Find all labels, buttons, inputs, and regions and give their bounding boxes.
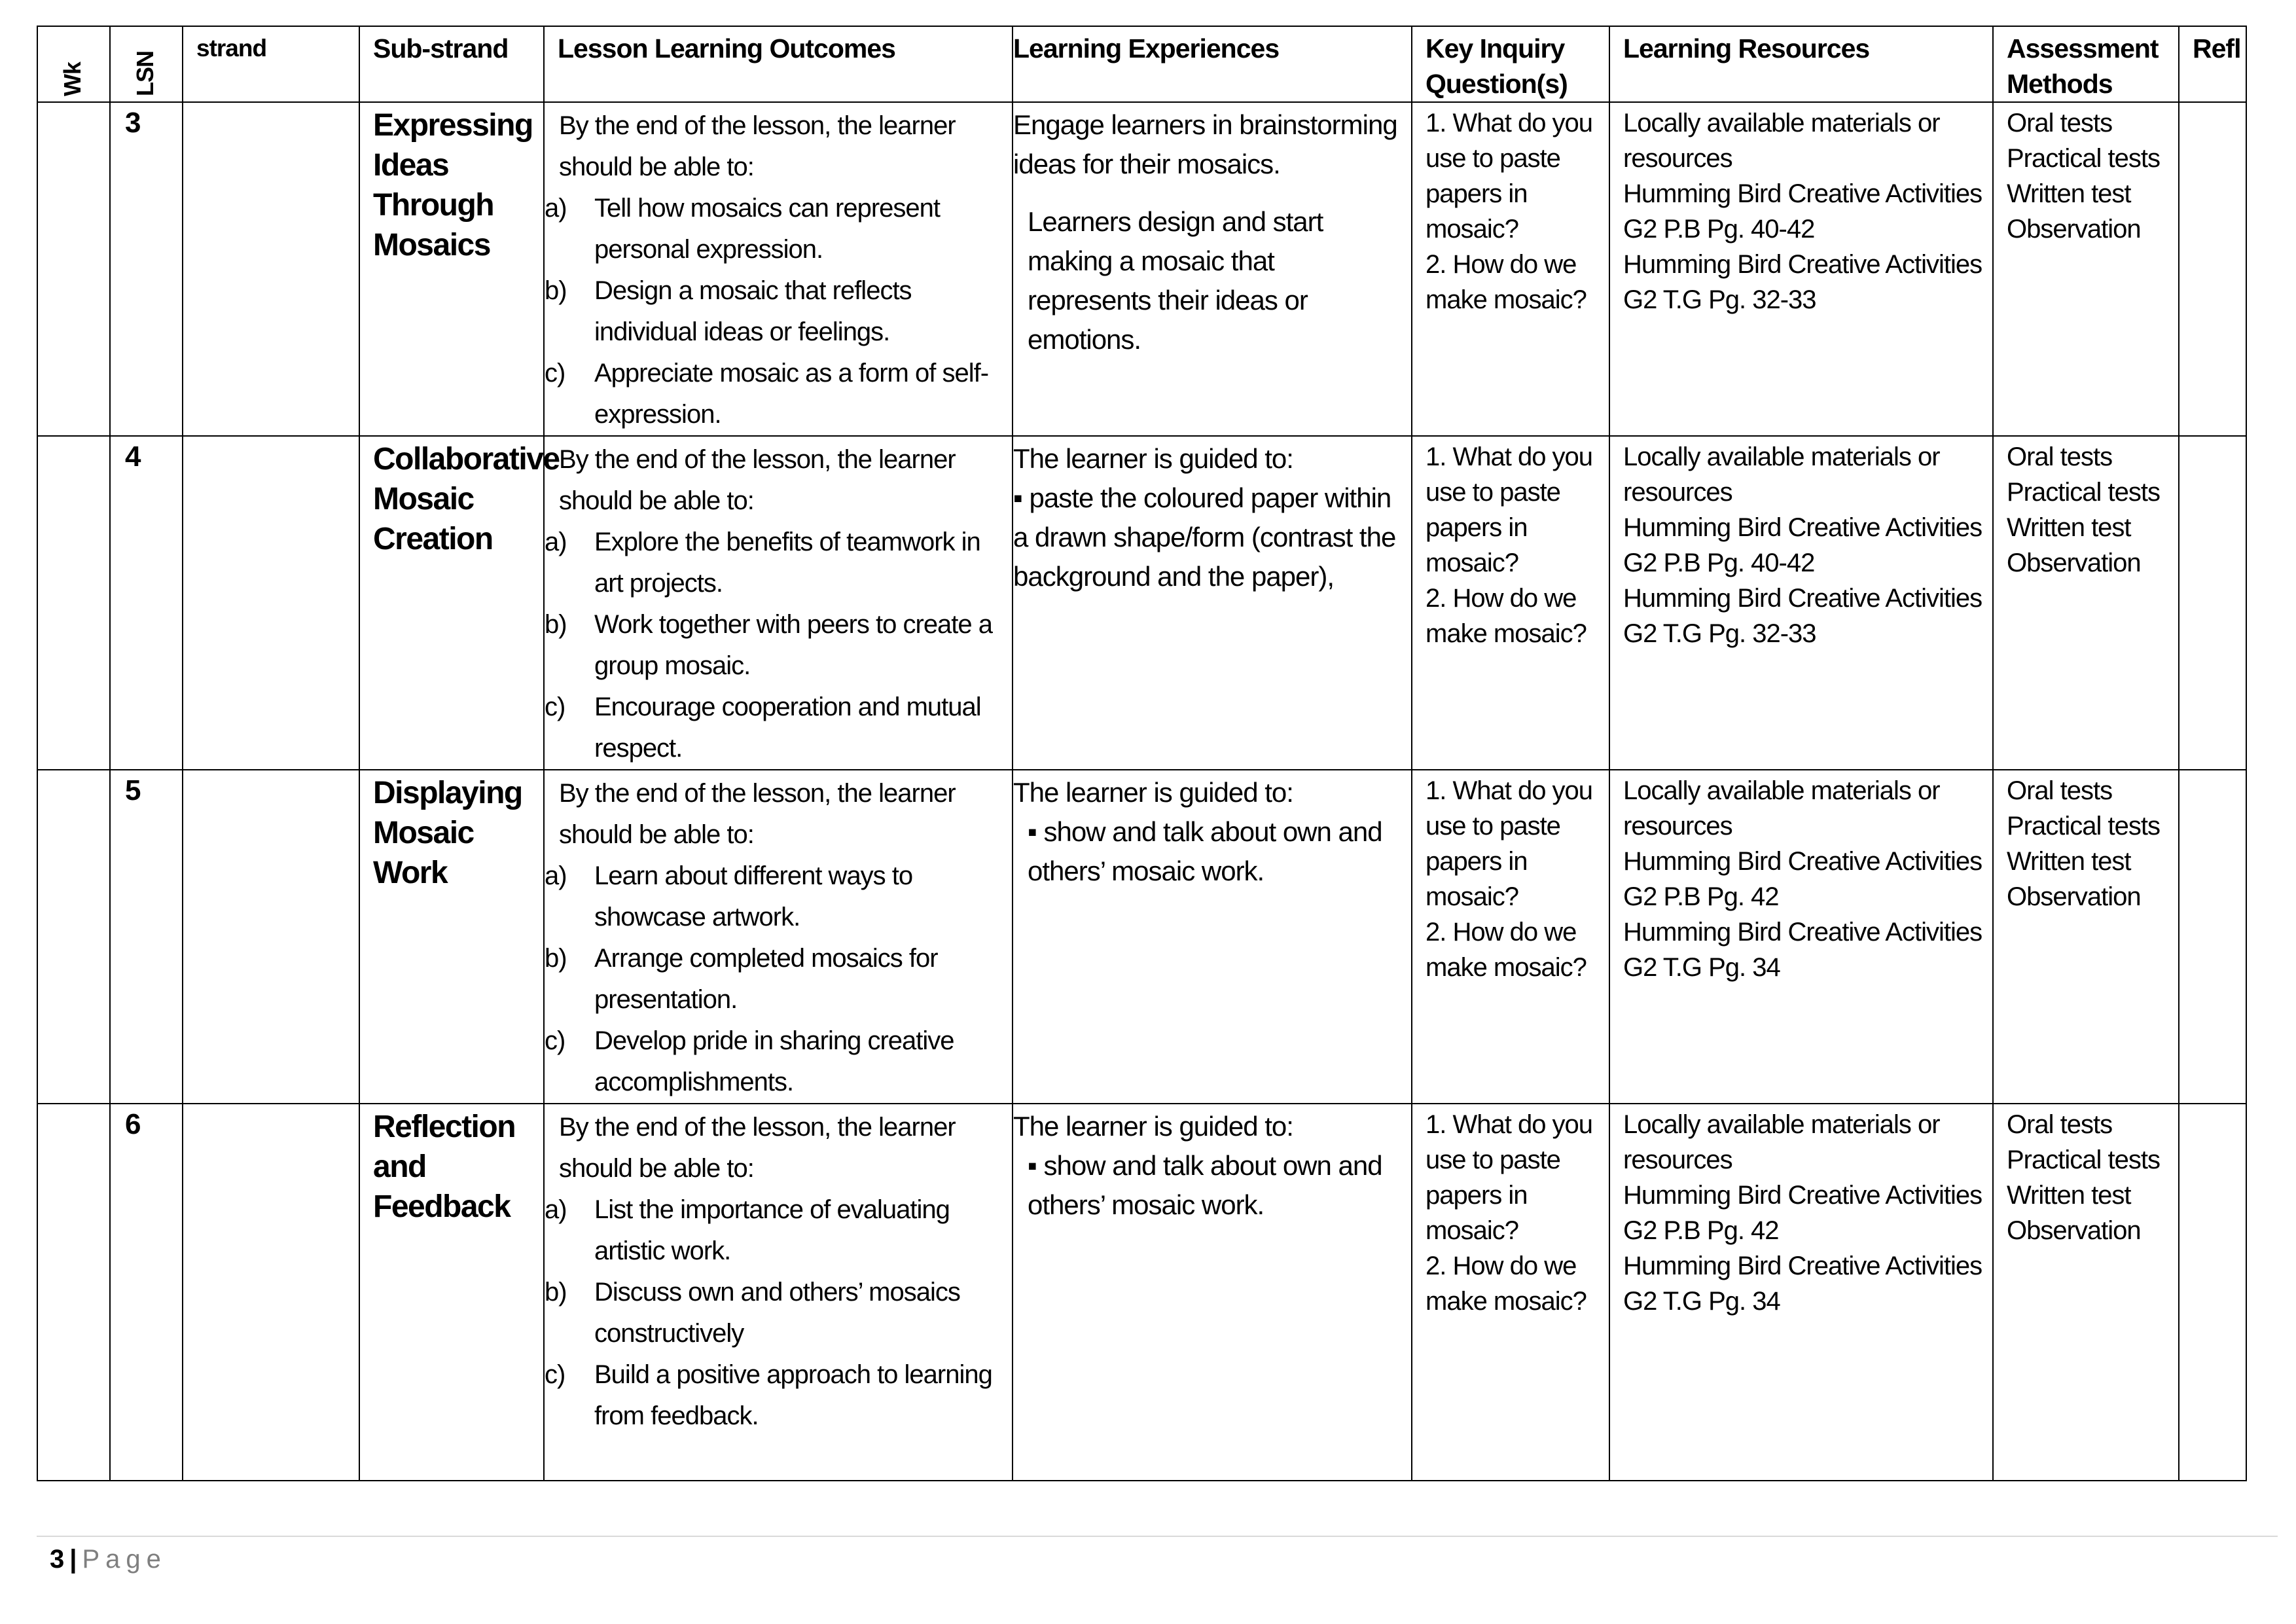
- list-item: [545, 604, 1012, 687]
- outcome-letter: c): [545, 693, 565, 721]
- assessment-item: Oral tests: [2007, 109, 2113, 137]
- lesson-number: 4: [125, 441, 141, 473]
- assessment-item: Practical tests: [2007, 478, 2160, 507]
- outcome-letter: c): [545, 359, 565, 388]
- outcome-letter: a): [545, 1195, 567, 1224]
- cell-lsn: [110, 770, 183, 1104]
- page-label: Page: [82, 1545, 167, 1574]
- header-outcomes-label: Lesson Learning Outcomes: [558, 33, 895, 63]
- assessment-item: Practical tests: [2007, 812, 2160, 840]
- lesson-number: 5: [125, 774, 141, 806]
- sub-strand-title: Displaying Mosaic Work: [373, 776, 522, 890]
- header-strand: [183, 26, 359, 102]
- cell-sub-strand: [359, 770, 544, 1104]
- cell-strand: [183, 102, 359, 436]
- cell-wk: [37, 436, 110, 770]
- resource-item: Humming Bird Creative Activities G2 P.B Pg. 42: [1623, 1181, 1982, 1245]
- assessment-item: Oral tests: [2007, 442, 2113, 471]
- header-outcomes: [544, 26, 1013, 102]
- cell-resources: [1609, 1104, 1993, 1481]
- cell-experiences: [1013, 770, 1412, 1104]
- resource-item: Humming Bird Creative Activities G2 T.G Pg. 34: [1623, 918, 1982, 982]
- cell-sub-strand: [359, 102, 544, 436]
- experience-text: Engage learners in brainstorming ideas for their mosaics.: [1013, 109, 1397, 179]
- cell-sub-strand: [359, 1104, 544, 1481]
- table-row: [37, 102, 2246, 436]
- header-reflection: [2179, 26, 2246, 102]
- list-item: [545, 856, 1012, 938]
- outcome-intro: By the end of the lesson, the learner should be able to:: [559, 779, 956, 849]
- list-item: [545, 522, 1012, 604]
- cell-strand: [183, 436, 359, 770]
- lesson-number: 3: [125, 107, 141, 139]
- outcome-intro: By the end of the lesson, the learner should be able to:: [559, 1113, 956, 1183]
- resource-item: Humming Bird Creative Activities G2 T.G Pg. 32-33: [1623, 250, 1982, 314]
- experience-bullet: ▪ show and talk about own and others’ mosaic work.: [1028, 1150, 1382, 1220]
- header-sub-strand: [359, 26, 544, 102]
- page-footer: [50, 1540, 167, 1579]
- sub-strand-title: Reflection and Feedback: [373, 1110, 516, 1224]
- header-inquiry-label: Key Inquiry Question(s): [1426, 33, 1568, 99]
- outcome-letter: a): [545, 528, 567, 556]
- experience-bullet: ▪ show and talk about own and others’ mosaic work.: [1028, 816, 1382, 886]
- cell-resources: [1609, 770, 1993, 1104]
- outcome-letter: a): [545, 861, 567, 890]
- experience-text: Learners design and start making a mosaic that represents their ideas or emotions.: [1028, 206, 1323, 355]
- cell-inquiry: [1412, 436, 1609, 770]
- sub-strand-title: Collaborative Mosaic Creation: [373, 442, 560, 556]
- cell-wk: [37, 1104, 110, 1481]
- cell-assessment: [1993, 436, 2179, 770]
- cell-assessment: [1993, 1104, 2179, 1481]
- assessment-item: Observation: [2007, 549, 2141, 577]
- assessment-item: Practical tests: [2007, 144, 2160, 173]
- cell-resources: [1609, 436, 1993, 770]
- cell-assessment: [1993, 770, 2179, 1104]
- lesson-number: 6: [125, 1108, 141, 1140]
- header-lsn: [110, 26, 183, 102]
- assessment-item: Oral tests: [2007, 1110, 2113, 1139]
- experience-intro: The learner is guided to:: [1013, 1111, 1293, 1142]
- outcome-list: [545, 188, 1012, 435]
- header-assessment: [1993, 26, 2179, 102]
- outcome-text: List the importance of evaluating artistic work.: [594, 1195, 950, 1265]
- table-row: [37, 770, 2246, 1104]
- cell-sub-strand: [359, 436, 560, 770]
- cell-resources: [1609, 102, 1993, 436]
- outcome-list: [545, 1189, 1012, 1437]
- cell-reflection: [2179, 102, 2246, 436]
- list-item: [545, 1354, 1012, 1437]
- outcome-letter: b): [545, 1278, 567, 1307]
- list-item: [545, 1272, 1012, 1354]
- inquiry-question: 1. What do you use to paste papers in mosaic?: [1426, 776, 1593, 911]
- cell-wk: [37, 102, 110, 436]
- cell-reflection: [2179, 770, 2246, 1104]
- inquiry-question: 2. How do we make mosaic?: [1426, 584, 1587, 648]
- experience-intro: The learner is guided to:: [1013, 777, 1293, 808]
- outcome-letter: b): [545, 944, 567, 973]
- header-experiences-label: Learning Experiences: [1013, 33, 1280, 63]
- header-row: [37, 26, 2246, 102]
- cell-strand: [183, 1104, 359, 1481]
- outcome-text: Learn about different ways to showcase artwork.: [594, 861, 913, 931]
- table-row: [37, 436, 2246, 770]
- inquiry-question: 1. What do you use to paste papers in mosaic?: [1426, 1110, 1593, 1245]
- outcome-text: Appreciate mosaic as a form of self-expression.: [594, 359, 989, 429]
- cell-outcomes: [544, 436, 1013, 770]
- assessment-item: Written test: [2007, 179, 2131, 208]
- assessment-item: Written test: [2007, 513, 2131, 542]
- cell-experiences: [1013, 102, 1412, 436]
- assessment-item: Oral tests: [2007, 776, 2113, 805]
- outcome-text: Arrange completed mosaics for presentation.: [594, 944, 938, 1014]
- resource-item: Humming Bird Creative Activities G2 T.G Pg. 32-33: [1623, 584, 1982, 648]
- header-wk-label: Wk: [58, 62, 86, 96]
- cell-outcomes: [544, 770, 1013, 1104]
- outcome-list: [545, 522, 1012, 769]
- inquiry-question: 1. What do you use to paste papers in mosaic?: [1426, 109, 1593, 244]
- header-wk: [37, 26, 110, 102]
- header-lsn-label: LSN: [131, 51, 158, 96]
- outcome-text: Design a mosaic that reflects individual ideas or feelings.: [594, 276, 912, 346]
- list-item: [545, 188, 1012, 270]
- footer-divider: [37, 1536, 2278, 1537]
- outcome-text: Tell how mosaics can represent personal expression.: [594, 194, 941, 264]
- assessment-item: Observation: [2007, 882, 2141, 911]
- header-sub-strand-label: Sub-strand: [373, 33, 509, 63]
- resource-item: Locally available materials or resources: [1623, 442, 1940, 507]
- experience-intro: The learner is guided to:: [1013, 443, 1293, 474]
- assessment-item: Practical tests: [2007, 1146, 2160, 1174]
- list-item: [545, 270, 1012, 353]
- outcome-letter: c): [545, 1026, 565, 1055]
- cell-experiences: [1013, 436, 1412, 770]
- cell-strand: [183, 770, 359, 1104]
- list-item: [545, 687, 1012, 769]
- inquiry-question: 1. What do you use to paste papers in mosaic?: [1426, 442, 1593, 577]
- cell-lsn: [110, 1104, 183, 1481]
- resource-item: Locally available materials or resources: [1623, 776, 1940, 840]
- cell-outcomes: [544, 1104, 1013, 1481]
- cell-reflection: [2179, 436, 2246, 770]
- outcome-intro: By the end of the lesson, the learner should be able to:: [559, 445, 956, 515]
- resource-item: Humming Bird Creative Activities G2 P.B Pg. 42: [1623, 847, 1982, 911]
- list-item: [545, 1020, 1012, 1103]
- resource-item: Humming Bird Creative Activities G2 P.B Pg. 40-42: [1623, 513, 1982, 577]
- footer-separator: |: [69, 1545, 77, 1574]
- list-item: [545, 938, 1012, 1020]
- table-row: [37, 1104, 2246, 1481]
- outcome-letter: c): [545, 1360, 565, 1389]
- outcome-letter: a): [545, 194, 567, 223]
- header-experiences: [1013, 26, 1412, 102]
- header-resources-label: Learning Resources: [1623, 33, 1870, 63]
- outcome-text: Develop pride in sharing creative accomplishments.: [594, 1026, 954, 1096]
- inquiry-question: 2. How do we make mosaic?: [1426, 1252, 1587, 1316]
- inquiry-question: 2. How do we make mosaic?: [1426, 918, 1587, 982]
- assessment-item: Written test: [2007, 847, 2131, 876]
- header-strand-label: strand: [196, 35, 267, 62]
- cell-lsn: [110, 102, 183, 436]
- cell-assessment: [1993, 102, 2179, 436]
- cell-inquiry: [1412, 102, 1609, 436]
- outcome-letter: b): [545, 276, 567, 305]
- header-reflection-label: Refl: [2193, 33, 2241, 63]
- header-assessment-label: Assessment Methods: [2007, 33, 2159, 99]
- outcome-list: [545, 856, 1012, 1103]
- list-item: [545, 353, 1012, 435]
- header-inquiry: [1412, 26, 1609, 102]
- outcome-intro: By the end of the lesson, the learner should be able to:: [559, 111, 956, 181]
- cell-experiences: [1013, 1104, 1412, 1481]
- page-number: 3: [50, 1545, 65, 1574]
- cell-wk: [37, 770, 110, 1104]
- list-item: [545, 1189, 1012, 1272]
- resource-item: Humming Bird Creative Activities G2 P.B Pg. 40-42: [1623, 179, 1982, 244]
- cell-inquiry: [1412, 1104, 1609, 1481]
- resource-item: Locally available materials or resources: [1623, 109, 1940, 173]
- inquiry-question: 2. How do we make mosaic?: [1426, 250, 1587, 314]
- sub-strand-title: Expressing Ideas Through Mosaics: [373, 108, 533, 262]
- cell-lsn: [110, 436, 183, 770]
- cell-outcomes: [544, 102, 1013, 436]
- assessment-item: Observation: [2007, 1216, 2141, 1245]
- resource-item: Locally available materials or resources: [1623, 1110, 1940, 1174]
- cell-reflection: [2179, 1104, 2246, 1481]
- outcome-letter: b): [545, 610, 567, 639]
- outcome-text: Encourage cooperation and mutual respect.: [594, 693, 981, 763]
- resource-item: Humming Bird Creative Activities G2 T.G Pg. 34: [1623, 1252, 1982, 1316]
- outcome-text: Build a positive approach to learning from feedback.: [594, 1360, 992, 1430]
- header-resources: [1609, 26, 1993, 102]
- scheme-of-work-table: [37, 26, 2247, 1481]
- experience-bullet: ▪ paste the coloured paper within a drawn shape/form (contrast the background and the paper),: [1013, 482, 1396, 592]
- assessment-item: Written test: [2007, 1181, 2131, 1210]
- outcome-text: Discuss own and others’ mosaics constructively: [594, 1278, 960, 1348]
- assessment-item: Observation: [2007, 215, 2141, 244]
- cell-inquiry: [1412, 770, 1609, 1104]
- outcome-text: Work together with peers to create a group mosaic.: [594, 610, 993, 680]
- outcome-text: Explore the benefits of teamwork in art projects.: [594, 528, 980, 598]
